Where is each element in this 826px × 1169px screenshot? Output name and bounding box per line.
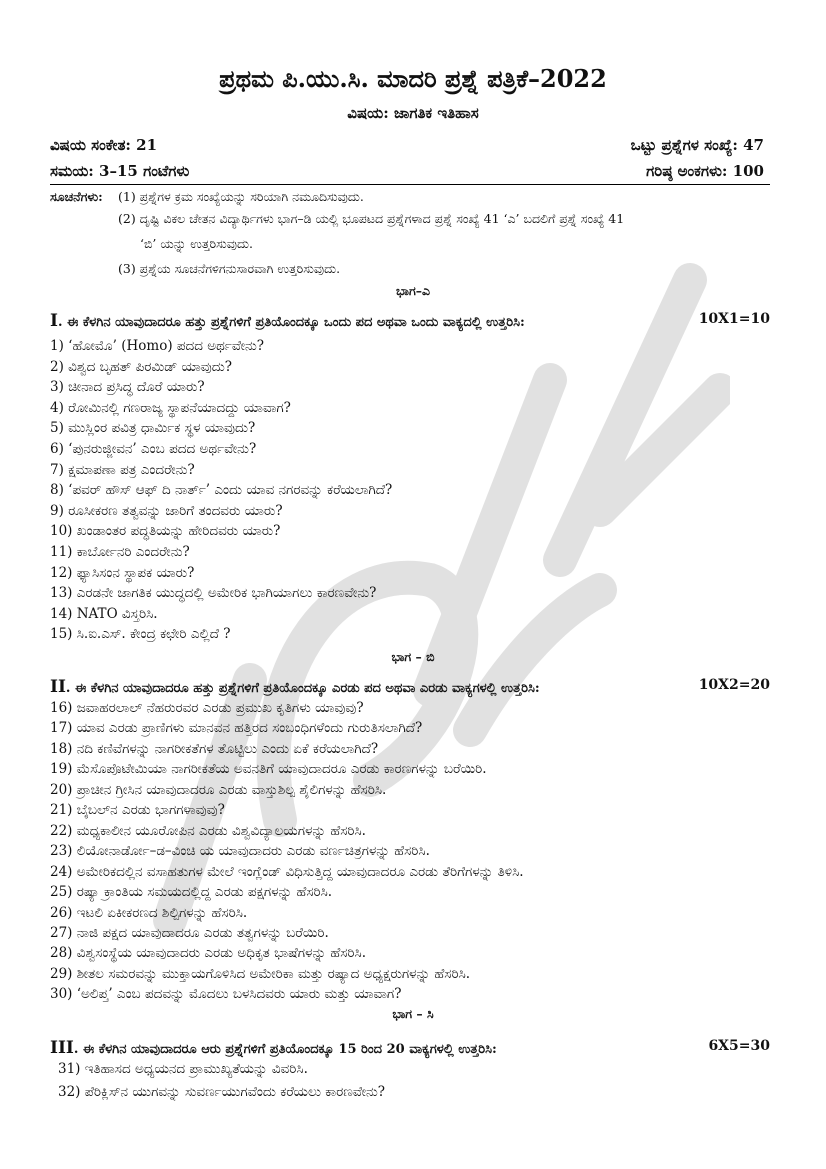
question-item: 26) ಇಟಲಿ ಏಕೀಕರಣದ ಶಿಲ್ಪಿಗಳನ್ನು ಹೆಸರಿಸಿ. <box>50 905 248 921</box>
section-instruction <box>50 677 540 697</box>
question-item: 11) ಕಾರ್ಬೋನರಿ ಎಂದರೇನು? <box>50 544 190 560</box>
exam-time: ಸಮಯ: 3–15 ಗಂಟೆಗಳು <box>50 162 190 180</box>
question-item: 9) ರೂಸೀಕರಣ ತತ್ವವನ್ನು ಜಾರಿಗೆ ತಂದವರು ಯಾರು? <box>50 503 283 519</box>
section-marks: 10X2=20 <box>698 677 770 693</box>
subject-heading: ವಿಷಯ: ಜಾಗತಿಕ ಇತಿಹಾಸ <box>347 104 479 122</box>
section-marks: 6X5=30 <box>708 1038 770 1054</box>
section-marks: 10X1=10 <box>698 311 770 327</box>
max-marks: ಗರಿಷ್ಠ ಅಂಕಗಳು: 100 <box>646 162 764 180</box>
question-item: 28) ವಿಶ್ವಸಂಸ್ಥೆಯ ಯಾವುದಾದರು ಎರಡು ಅಧಿಕೃತ ಭಾಷೆಗಳನ್ನು ಹೆಸರಿಸಿ. <box>50 945 367 961</box>
question-item: 5) ಮುಸ್ಲಿಂರ ಪವಿತ್ರ ಧಾರ್ಮಿಕ ಸ್ಥಳ ಯಾವುದು? <box>50 420 256 436</box>
section-heading-text: . ಈ ಕೆಳಗಿನ ಯಾವುದಾದರೂ ಆರು ಪ್ರಶ್ನೆಗಳಿಗೆ ಪ್ರತಿಯೊಂದಕ್ಕೂ 15 ರಿಂದ 20 ವಾಕ್ಯಗಳಲ್ಲಿ ಉತ್ತರಿಸಿ: <box>73 1042 497 1057</box>
question-item: 16) ಜವಾಹರಲಾಲ್ ನೆಹರುರವರ ಎರಡು ಪ್ರಮುಖ ಕೃತಿಗಳು ಯಾವುವು? <box>50 700 364 716</box>
question-item: 14) NATO ವಿಸ್ತರಿಸಿ. <box>50 606 158 622</box>
question-item: 8) ‘ಪವರ್ ಹೌಸ್ ಆಫ್ ದಿ ನಾರ್ತ್’ ಎಂದು ಯಾವ ನಗರವನ್ನು ಕರೆಯಲಾಗಿದೆ? <box>50 482 393 498</box>
question-item: 25) ರಷ್ಯಾ ಕ್ರಾಂತಿಯ ಸಮಯದಲ್ಲಿದ್ದ ಎರಡು ಪಕ್ಷಗಳನ್ನು ಹೆಸರಿಸಿ. <box>50 884 333 900</box>
question-item: 31) ಇತಿಹಾಸದ ಅಧ್ಯಯನದ ಪ್ರಾಮುಖ್ಯತೆಯನ್ನು ವಿವರಿಸಿ. <box>58 1061 308 1077</box>
question-item: 24) ಅಮೇರಿಕದಲ್ಲಿನ ವಸಾಹತುಗಳ ಮೇಲೆ ಇಂಗ್ಲೆಂಡ್ ವಿಧಿಸುತ್ತಿದ್ದ ಯಾವುದಾದರೂ ಎರಡು ತೆರಿಗೆಗಳನ್ನು ತಿಳಿಸಿ. <box>50 864 524 880</box>
question-item: 3) ಚೀನಾದ ಪ್ರಸಿದ್ಧ ದೊರೆ ಯಾರು? <box>50 379 205 395</box>
section-heading-text: . ಈ ಕೆಳಗಿನ ಯಾವುದಾದರೂ ಹತ್ತು ಪ್ರಶ್ನೆಗಳಿಗೆ ಪ್ರತಿಯೊಂದಕ್ಕೂ ಎರಡು ಪದ ಅಥವಾ ಎರಡು ವಾಕ್ಯಗಳಲ್ಲಿ ಉತ್ತರಿಸಿ: <box>65 681 540 696</box>
subject-code: ವಿಷಯ ಸಂಕೇತ: 21 <box>50 136 158 154</box>
question-item: 32) ಪೆರಿಕ್ಲಿಸ್‌ನ ಯುಗವನ್ನು ಸುವರ್ಣಯುಗವೆಂದು ಕರೆಯಲು ಕಾರಣವೇನು? <box>58 1084 385 1100</box>
section-numeral: III <box>50 1038 74 1058</box>
question-item: 13) ಎರಡನೇ ಜಾಗತಿಕ ಯುದ್ಧದಲ್ಲಿ ಅಮೇರಿಕ ಭಾಗಿಯಾಗಲು ಕಾರಣವೇನು? <box>50 585 377 601</box>
question-item: 12) ಫ್ಯಾಸಿಸಂನ ಸ್ಥಾಪಕ ಯಾರು? <box>50 565 195 581</box>
section-heading-text: . ಈ ಕೆಳಗಿನ ಯಾವುದಾದರೂ ಹತ್ತು ಪ್ರಶ್ನೆಗಳಿಗೆ ಪ್ರತಿಯೊಂದಕ್ಕೂ ಒಂದು ಪದ ಅಥವಾ ಒಂದು ವಾಕ್ಯದಲ್ಲಿ ಉತ್ತರಿಸಿ: <box>57 315 525 330</box>
question-item: 29) ಶೀತಲ ಸಮರವನ್ನು ಮುಕ್ತಾಯಗೊಳಿಸಿದ ಅಮೇರಿಕಾ ಮತ್ತು ರಷ್ಯಾದ ಅಧ್ಯಕ್ಷರುಗಳನ್ನು ಹೆಸರಿಸಿ. <box>50 966 471 982</box>
section-numeral: II <box>50 677 66 697</box>
question-item: 7) ಕ್ಷಮಾಪಣಾ ಪತ್ರ ಎಂದರೇನು? <box>50 462 195 478</box>
page-title: ಪ್ರಥಮ ಪಿ.ಯು.ಸಿ. ಮಾದರಿ ಪ್ರಶ್ನೆ ಪತ್ರಿಕೆ–2022 <box>219 64 607 93</box>
question-item: 23) ಲಿಯೋನಾರ್ಡೋ–ಡ–ವಿಂಚಿ ಯ ಯಾವುದಾದರು ಎರಡು ವರ್ಣಚಿತ್ರಗಳನ್ನು ಹೆಸರಿಸಿ. <box>50 843 430 859</box>
section-instruction <box>50 311 525 331</box>
question-item: 4) ರೋಮಿನಲ್ಲಿ ಗಣರಾಜ್ಯ ಸ್ಥಾಪನೆಯಾದದ್ದು ಯಾವಾಗ? <box>50 400 291 416</box>
question-item: 19) ಮೆಸೊಪೊಟೇಮಿಯಾ ನಾಗರೀಕತೆಯ ಅವನತಿಗೆ ಯಾವುದಾದರೂ ಎರಡು ಕಾರಣಗಳನ್ನು ಬರೆಯಿರಿ. <box>50 761 487 777</box>
question-item: 1) ‘ಹೋಮೊ’ (Homo) ಪದದ ಅರ್ಥವೇನು? <box>50 338 265 354</box>
question-item: 15) ಸಿ.ಐ.ಎಸ್. ಕೇಂದ್ರ ಕಛೇರಿ ಎಲ್ಲಿದೆ ? <box>50 626 231 642</box>
question-item: 20) ಪ್ರಾಚೀನ ಗ್ರೀಸಿನ ಯಾವುದಾದರೂ ಎರಡು ವಾಸ್ತುಶಿಲ್ಪ ಶೈಲಿಗಳನ್ನು ಹೆಸರಿಸಿ. <box>50 782 387 798</box>
instruction-item: (2) ದೃಷ್ಟಿ ವಿಕಲ ಚೇತನ ವಿದ್ಯಾರ್ಥಿಗಳು ಭಾಗ–ಡಿ ಯಲ್ಲಿ ಭೂಪಟದ ಪ್ರಶ್ನೆಗಳಾದ ಪ್ರಶ್ನೆ ಸಂಖ್ಯೆ 41 ‘ಎ’ ಬದಲಿಗೆ ಪ್ರಶ್ನೆ ಸಂಖ್ಯೆ 41 <box>118 211 625 226</box>
instruction-item: (1) ಪ್ರಶ್ನೆಗಳ ಕ್ರಮ ಸಂಖ್ಯೆಯನ್ನು ಸರಿಯಾಗಿ ನಮೂದಿಸುವುದು. <box>118 189 364 204</box>
total-questions: ಒಟ್ಟು ಪ್ರಶ್ನೆಗಳ ಸಂಖ್ಯೆ: 47 <box>630 136 764 154</box>
question-item: 27) ನಾಜಿ ಪಕ್ಷದ ಯಾವುದಾದರೂ ಎರಡು ತತ್ವಗಳನ್ನು ಬರೆಯಿರಿ. <box>50 925 329 941</box>
question-item: 2) ವಿಶ್ವದ ಬೃಹತ್ ಪಿರಮಿಡ್ ಯಾವುದು? <box>50 359 233 375</box>
instruction-item: ‘ಬಿ’ ಯನ್ನು ಉತ್ತರಿಸುವುದು. <box>140 236 253 251</box>
question-item: 18) ನದಿ ಕಣಿವೆಗಳನ್ನು ನಾಗರೀಕತೆಗಳ ತೊಟ್ಟಿಲು ಎಂದು ಏಕೆ ಕರೆಯಲಾಗಿದೆ? <box>50 741 379 757</box>
part-heading: ಭಾಗ–ಎ <box>396 283 430 298</box>
question-item: 21) ಬೈಬಲ್‌ನ ಎರಡು ಭಾಗಗಳಾವುವು? <box>50 802 225 818</box>
section-numeral: I <box>50 311 58 331</box>
question-item: 6) ‘ಪುನರುಜ್ಜೀವನ’ ಎಂಬ ಪದದ ಅರ್ಥವೇನು? <box>50 441 257 457</box>
instructions-label: ಸೂಚನೆಗಳು: <box>50 189 103 204</box>
question-item: 30) ‘ಅಲಿಪ್ತ’ ಎಂಬ ಪದವನ್ನು ಮೊದಲು ಬಳಸಿದವರು ಯಾರು ಮತ್ತು ಯಾವಾಗ? <box>50 986 402 1002</box>
question-item: 22) ಮಧ್ಯಕಾಲೀನ ಯೂರೋಪಿನ ಎರಡು ವಿಶ್ವವಿದ್ಯಾಲಯಗಳನ್ನು ಹೆಸರಿಸಿ. <box>50 823 366 839</box>
instruction-item: (3) ಪ್ರಶ್ನೆಯ ಸೂಚನೆಗಳಿಗನುಸಾರವಾಗಿ ಉತ್ತರಿಸುವುದು. <box>118 261 341 276</box>
header-divider <box>50 184 770 185</box>
section-instruction <box>50 1038 497 1058</box>
question-item: 10) ಖಂಡಾಂತರ ಪದ್ಧತಿಯನ್ನು ಹೇರಿದವರು ಯಾರು? <box>50 523 281 539</box>
question-item: 17) ಯಾವ ಎರಡು ಪ್ರಾಣಿಗಳು ಮಾನವನ ಹತ್ತಿರದ ಸಂಬಂಧಿಗಳೆಂದು ಗುರುತಿಸಲಾಗಿದೆ? <box>50 720 423 736</box>
part-heading: ಭಾಗ – ಬಿ <box>391 649 435 664</box>
part-heading: ಭಾಗ – ಸಿ <box>392 1006 434 1021</box>
